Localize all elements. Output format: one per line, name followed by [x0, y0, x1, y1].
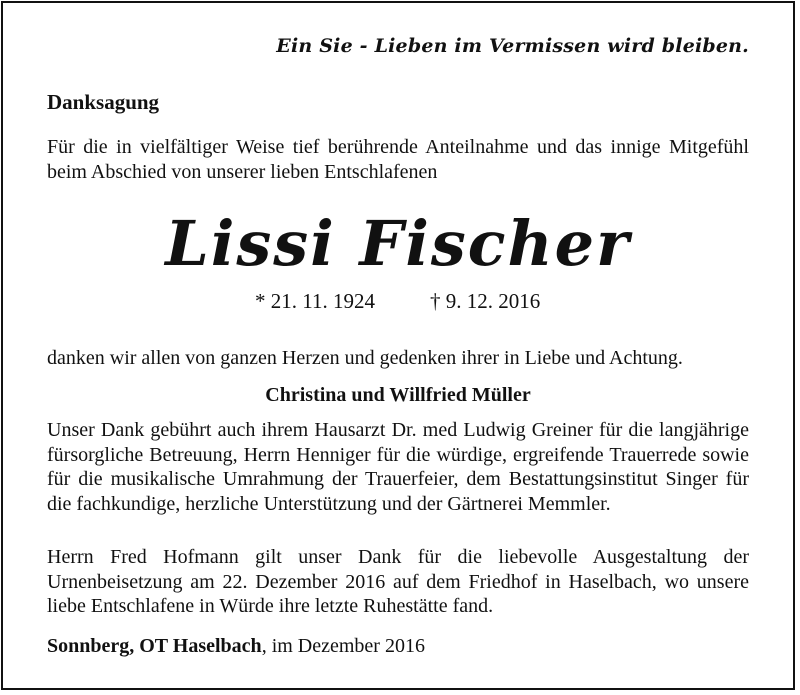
birth-date: * 21. 11. 1924: [255, 289, 375, 313]
death-date: † 9. 12. 2016: [430, 289, 541, 313]
signers: Christina und Willfried Müller: [265, 384, 531, 406]
obituary-notice: [1, 1, 795, 690]
place: Sonnberg, OT Haselbach: [47, 635, 262, 657]
date-line: , im Dezember 2016: [261, 635, 425, 657]
life-dates: [255, 289, 540, 314]
heading: Danksagung: [47, 90, 160, 114]
doctor-paragraph: Unser Dank gebührt auch ihrem Hausarzt Dr. med Ludwig Greiner für die langjährige fürsorgliche Betreuung, Herrn Henniger für die würdige, ergreifende Trauerrede sowie für die musikalische Umrahmung der Trauerfeier, dem Bestattungsinstitut Singer für die fachkundige, herzliche Unterstützung und der Gärtnerei Memmler.: [47, 419, 749, 515]
hofmann-paragraph: Herrn Fred Hofmann gilt unser Dank für die liebevolle Ausgestaltung der Urnenbeisetzung am 22. Dezember 2016 auf dem Friedhof in Haselbach, wo unsere liebe Entschlafene in Würde ihre letzte Ruhestätte fand.: [47, 546, 749, 617]
thanks-paragraph: danken wir allen von ganzen Herzen und gedenken ihrer in Liebe und Achtung.: [47, 347, 683, 369]
motto: Ein Sie - Lieben im Vermissen wird bleiben.: [276, 35, 749, 57]
deceased-name: Lissi Fischer: [165, 207, 631, 280]
place-date-line: [47, 635, 425, 658]
intro-paragraph: Für die in vielfältiger Weise tief berührende Anteilnahme und das innige Mitgefühl beim Abschied von unserer lieben Entschlafenen: [47, 136, 749, 183]
